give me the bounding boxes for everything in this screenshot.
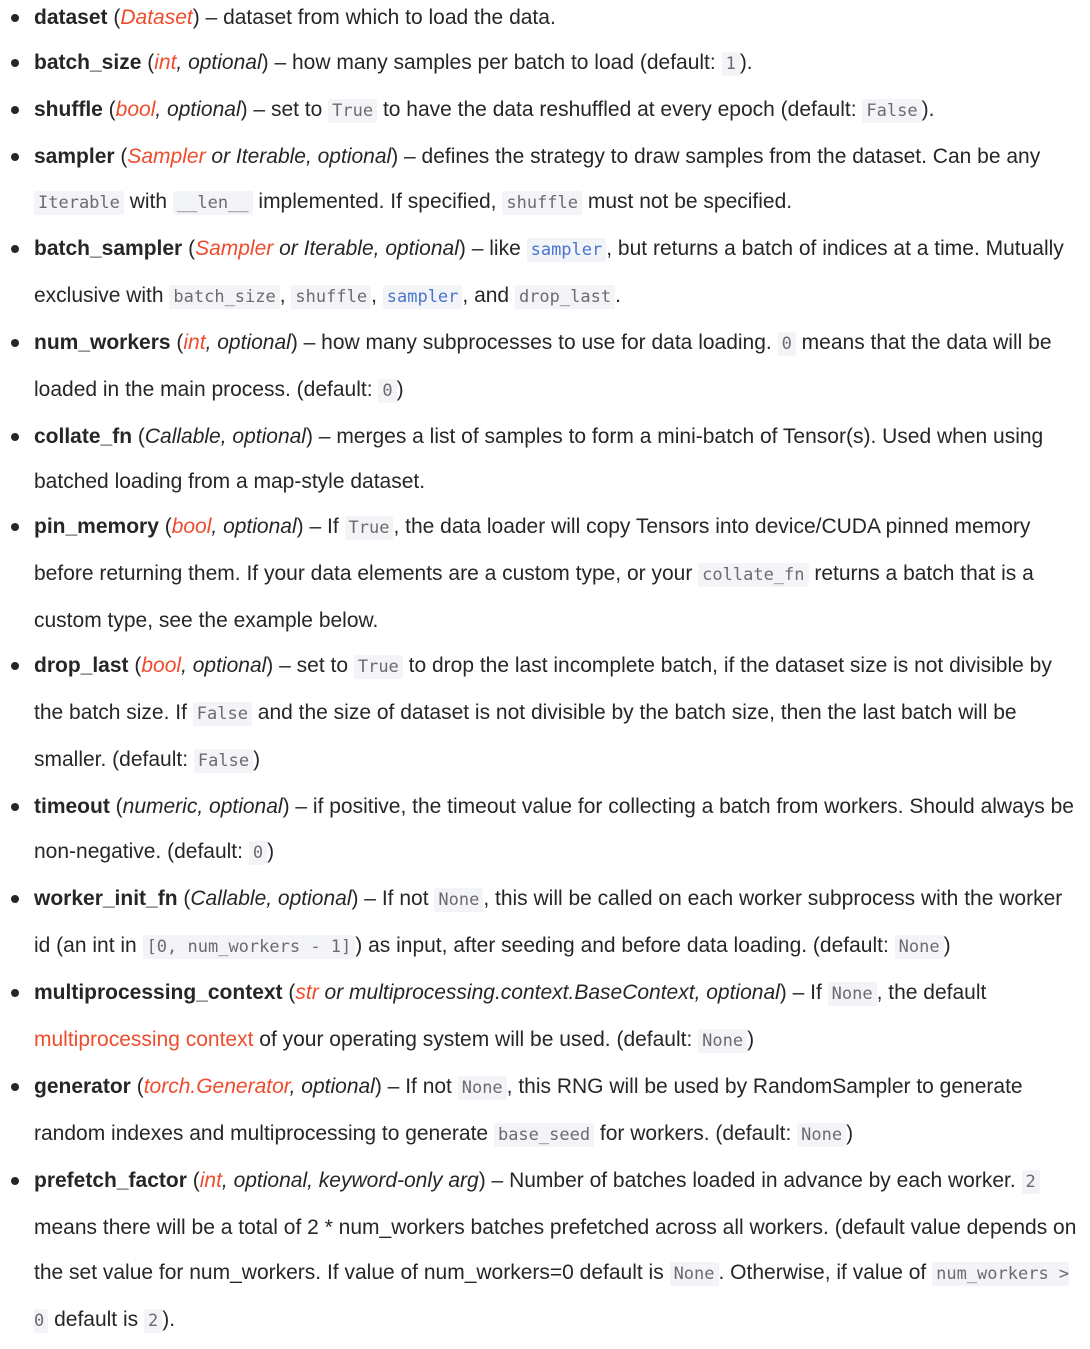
inline-code: num_workers > 0 <box>34 1264 1070 1331</box>
param-name: collate_fn <box>34 425 133 448</box>
param-name: timeout <box>34 795 110 818</box>
description-text: ) <box>267 840 275 863</box>
param-type-text: numeric, optional <box>122 795 283 818</box>
description-text: , and <box>462 284 515 307</box>
param-name: worker_init_fn <box>34 887 178 910</box>
description-text: with <box>123 190 173 213</box>
param-name: prefetch_factor <box>34 1169 187 1192</box>
description-text: ) <box>253 748 261 771</box>
param-item-timeout: timeout (numeric, optional) – if positive, the timeout value for collecting a batch from workers. Should always be non-negative. (default: 0 ) <box>0 784 1084 876</box>
inline-code: Iterable <box>34 191 124 215</box>
description-text: If <box>326 515 345 538</box>
param-item-shuffle: shuffle (bool, optional) – set to True to have the data reshuffled at every epoch (default: False ). <box>0 87 1084 134</box>
inline-code: [0, num_workers - 1] <box>143 935 356 959</box>
description-text: for workers. (default: <box>594 1122 798 1145</box>
description-text: , <box>279 284 292 307</box>
description-text: , <box>371 284 383 307</box>
inline-code: 0 <box>249 841 267 865</box>
param-item-batch-sampler: batch_sampler (Sampler or Iterable, optional) – like sampler , but returns a batch of indices at a time. Mutually exclusive with batch_size , shuffle , sampler , and drop_last . <box>0 226 1084 320</box>
description-text: if positive, the timeout value for collecting a batch from workers. Should always be non-negative. (default: <box>34 795 1074 863</box>
description-text: means there will be a total of 2 * num_workers batches prefetched across all workers. (default value depends on the set value for num_workers. If value of num_workers=0 default is <box>34 1216 1077 1284</box>
description-text: how many subprocesses to use for data loading. <box>321 331 778 354</box>
inline-code: 0 <box>778 332 796 356</box>
param-type-link[interactable]: int <box>154 51 177 74</box>
description-text: defines the strategy to draw samples from the dataset. Can be any <box>421 145 1041 168</box>
inline-code: False <box>194 749 253 773</box>
description-text: , but returns a batch of indices at a time. Mutually exclusive with <box>34 237 1064 307</box>
param-name: batch_size <box>34 51 142 74</box>
description-text: If not <box>381 887 435 910</box>
description-text: , the default <box>876 981 987 1004</box>
param-type-link[interactable]: bool <box>115 98 156 121</box>
param-type-text: , optional <box>155 98 241 121</box>
param-name: shuffle <box>34 98 103 121</box>
param-name: batch_sampler <box>34 237 183 260</box>
param-type-text: or Iterable, optional <box>205 145 392 168</box>
code-link[interactable]: sampler <box>383 285 463 309</box>
param-name: dataset <box>34 6 108 29</box>
description-text: ) as input, after seeding and before data loading. (default: <box>355 934 895 957</box>
description-text: ) <box>396 378 404 401</box>
param-item-worker-init-fn: worker_init_fn (Callable, optional) – If not None , this will be called on each worker subprocess with the worker id (an int in [0, num_workers - 1] ) as input, after seeding and before data loading. (default: None ) <box>0 876 1084 970</box>
description-text: set to <box>270 98 329 121</box>
param-name: multiprocessing_context <box>34 981 283 1004</box>
param-name: generator <box>34 1075 131 1098</box>
inline-code: False <box>193 702 252 726</box>
param-name: sampler <box>34 145 115 168</box>
doc-link[interactable]: multiprocessing context <box>34 1028 254 1051</box>
param-item-prefetch-factor: prefetch_factor (int, optional, keyword-only arg) – Number of batches loaded in advance by each worker. 2 means there will be a total of 2 * num_workers batches prefetched across all workers. (default value depends on the set value for num_workers. If value of num_workers=0 default is None . Otherwise, if value of num_workers > 0 default is 2 ). <box>0 1158 1084 1344</box>
description-text: means that the data will be loaded in the main process. (default: <box>34 331 1052 401</box>
inline-code: 1 <box>722 52 740 76</box>
inline-code: True <box>354 655 403 679</box>
description-text: , the data loader will copy Tensors into device/CUDA pinned memory before returning them. If your data elements are a custom type, or your <box>34 515 1031 585</box>
description-text: . Otherwise, if value of <box>718 1261 933 1284</box>
description-text: . <box>615 284 621 307</box>
param-type-text: , optional <box>205 331 291 354</box>
param-name: drop_last <box>34 654 129 677</box>
inline-code: 2 <box>144 1309 162 1333</box>
description-text: , this will be called on each worker subprocess with the worker id (an int in <box>34 887 1063 957</box>
description-text: how many samples per batch to load (default: <box>291 51 722 74</box>
param-type-link[interactable]: bool <box>141 654 182 677</box>
inline-code: None <box>797 1123 846 1147</box>
param-type-link[interactable]: bool <box>171 515 212 538</box>
param-type-text: , optional <box>211 515 297 538</box>
inline-code: 2 <box>1022 1170 1040 1194</box>
description-text: of your operating system will be used. (default: <box>253 1028 699 1051</box>
inline-code: drop_last <box>515 285 615 309</box>
param-type-link[interactable]: str <box>295 981 319 1004</box>
inline-code: None <box>828 982 877 1006</box>
inline-code: True <box>345 516 394 540</box>
param-type-link[interactable]: Sampler <box>195 237 274 260</box>
description-text: like <box>489 237 527 260</box>
inline-code: None <box>698 1029 747 1053</box>
description-text: must not be specified. <box>582 190 793 213</box>
inline-code: shuffle <box>291 285 371 309</box>
param-name: num_workers <box>34 331 171 354</box>
code-link[interactable]: sampler <box>527 238 607 262</box>
description-text: dataset from which to load the data. <box>223 6 556 29</box>
param-type-text: , optional <box>289 1075 375 1098</box>
inline-code: 0 <box>378 379 396 403</box>
param-type-text: or multiprocessing.context.BaseContext, optional <box>318 981 780 1004</box>
param-type-text: Callable, optional <box>144 425 306 448</box>
description-text: ). <box>739 51 753 74</box>
param-type-link[interactable]: Dataset <box>120 6 193 29</box>
inline-code: None <box>670 1262 719 1286</box>
param-type-link[interactable]: int <box>183 331 206 354</box>
inline-code: __len__ <box>173 191 253 215</box>
description-text: implemented. If specified, <box>252 190 503 213</box>
inline-code: True <box>328 99 377 123</box>
description-text: and the size of dataset is not divisible by the batch size, then the last batch will be smaller. (default: <box>34 701 1017 771</box>
description-text: returns a batch that is a custom type, see the example below. <box>34 562 1034 632</box>
inline-code: shuffle <box>502 191 582 215</box>
param-item-sampler: sampler (Sampler or Iterable, optional) – defines the strategy to draw samples from the dataset. Can be any Iterable with __len__ implemented. If specified, shuffle must not be specified. <box>0 134 1084 226</box>
description-text: set to <box>296 654 354 677</box>
param-type-link[interactable]: Sampler <box>127 145 206 168</box>
inline-code: base_seed <box>494 1123 594 1147</box>
inline-code: collate_fn <box>698 563 808 587</box>
inline-code: batch_size <box>169 285 279 309</box>
inline-code: None <box>895 935 944 959</box>
param-type-link[interactable]: int <box>199 1169 222 1192</box>
description-text: If not <box>405 1075 458 1098</box>
param-item-generator: generator (torch.Generator, optional) – If not None , this RNG will be used by RandomSampler to generate random indexes and multiprocessing to generate base_seed for workers. (default: None ) <box>0 1064 1084 1158</box>
description-text: ). <box>162 1308 176 1331</box>
param-type-text: , optional <box>181 654 267 677</box>
inline-code: False <box>862 99 921 123</box>
param-item-pin-memory: pin_memory (bool, optional) – If True , the data loader will copy Tensors into device/CUDA pinned memory before returning them. If your data elements are a custom type, or your collate_fn returns a batch that is a custom type, see the example below. <box>0 504 1084 643</box>
description-text: ). <box>921 98 935 121</box>
param-item-drop-last: drop_last (bool, optional) – set to True to drop the last incomplete batch, if the dataset size is not divisible by the batch size. If False and the size of dataset is not divisible by the batch size, then the last batch will be smaller. (default: False ) <box>0 643 1084 784</box>
param-type-text: or Iterable, optional <box>273 237 459 260</box>
description-text: ) <box>943 934 951 957</box>
inline-code: None <box>434 888 483 912</box>
param-item-multiprocessing-context: multiprocessing_context (str or multiprocessing.context.BaseContext, optional) – If None , the default multiprocessing context of your operating system will be used. (default: None ) <box>0 970 1084 1064</box>
param-item-collate-fn: collate_fn (Callable, optional) – merges a list of samples to form a mini-batch of Tensor(s). Used when using batched loading from a map-style dataset. <box>0 414 1084 504</box>
description-text: ) <box>846 1122 854 1145</box>
description-text: Number of batches loaded in advance by each worker. <box>509 1169 1022 1192</box>
param-type-link[interactable]: torch.Generator <box>143 1075 290 1098</box>
param-type-text: , optional <box>176 51 262 74</box>
description-text: ) <box>747 1028 755 1051</box>
param-type-text: Callable, optional <box>190 887 352 910</box>
description-text: to drop the last incomplete batch, if the dataset size is not divisible by the batch size. If <box>34 654 1052 724</box>
description-text: If <box>810 981 828 1004</box>
param-item-dataset: dataset (Dataset) – dataset from which to load the data. <box>0 0 1084 40</box>
description-text: merges a list of samples to form a mini-batch of Tensor(s). Used when using batched loading from a map-style dataset. <box>34 425 1044 493</box>
param-item-batch-size: batch_size (int, optional) – how many samples per batch to load (default: 1 ). <box>0 40 1084 87</box>
param-item-num-workers: num_workers (int, optional) – how many subprocesses to use for data loading. 0 means that the data will be loaded in the main process. (default: 0 ) <box>0 320 1084 414</box>
description-text: default is <box>48 1308 144 1331</box>
description-text: to have the data reshuffled at every epoch (default: <box>377 98 863 121</box>
param-name: pin_memory <box>34 515 159 538</box>
inline-code: None <box>458 1076 507 1100</box>
param-type-text: , optional, keyword-only arg <box>221 1169 479 1192</box>
description-text: , this RNG will be used by RandomSampler to generate random indexes and multiprocessing to generate <box>34 1075 1023 1145</box>
